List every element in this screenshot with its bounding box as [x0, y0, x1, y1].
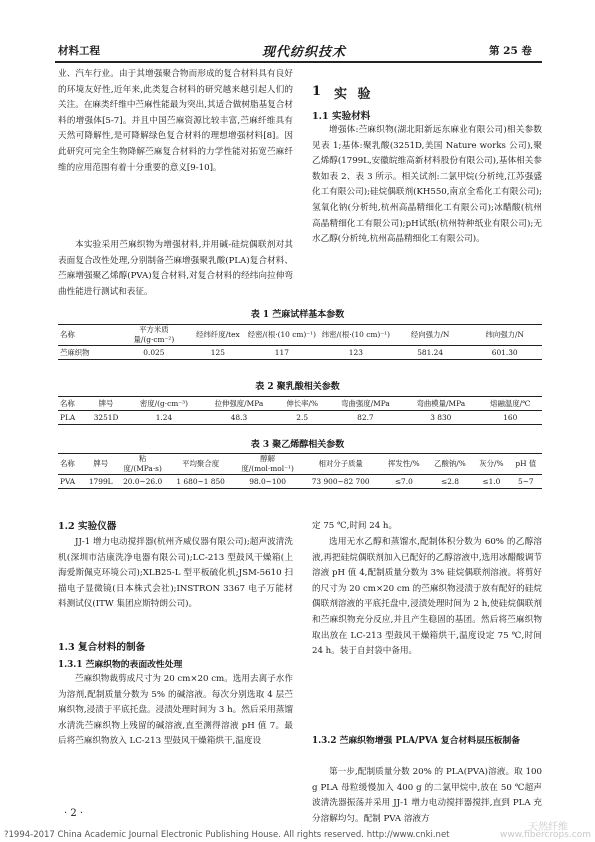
page-number: · 2 · — [64, 808, 84, 819]
intro-paragraph-1: 业、汽车行业。由于其增强聚合物而形成的复合材料具有良好的环境友好性,近年来,此类复合材料的研究越来越引起人们的关注。在麻类纤维中苎麻性能最为突出,其适合做树脂基复合材料的增强体[5-7]。并且中国苎麻资源比较丰富,苎麻纤维具有天然可降解性,是可降解绿色复合材料的理想增强材料[8]。因此研究可完全生物降解苎麻复合材料的力学性能对拓宽苎麻纤维的应用范围有着十分重要的意义[9-10]。 — [58, 69, 293, 173]
table-cell: 125 — [210, 347, 225, 357]
table-row — [58, 346, 542, 360]
section-number: 1 — [312, 84, 322, 99]
subsection-1-2: 1.2 实验仪器 — [58, 521, 117, 532]
table-cell: 20.0~26.0 — [123, 476, 163, 486]
table-cell: 1799L — [88, 476, 113, 486]
table-header-cell: 经向强力/N — [393, 325, 468, 346]
table-cell: ≤2.8 — [441, 476, 459, 486]
subsection-1-1: 1.1 实验材料 — [312, 111, 371, 122]
table1-caption: 表 1 苎麻试样基本参数 — [250, 310, 345, 320]
table-cell: 123 — [348, 347, 363, 357]
table-cell: PLA — [60, 413, 76, 422]
table-header-row — [58, 397, 542, 411]
table-cell: ≤7.0 — [394, 476, 413, 486]
table-cell: PVA — [60, 477, 76, 486]
table-cell: 98.0~100 — [249, 476, 286, 486]
table-cell: 160 — [503, 412, 518, 422]
subsection-1-3: 1.3 复合材料的制备 — [58, 642, 146, 653]
table-header-cell: 纬向强力/N — [467, 325, 542, 346]
table-header-cell: 挥发性/% — [381, 454, 427, 475]
copyright-line: ?1994-2017 China Academic Journal Electronic Publishing House. All rights reserved. http://www.cnki.net — [4, 830, 450, 840]
table-header-cell: 平方米质量/(g·cm⁻²) — [117, 325, 191, 346]
volume-label: 第 25 卷 — [489, 45, 532, 57]
right-paragraph-2: 选用无水乙醇和蒸馏水,配制体积分数为 60% 的乙醇溶液,再把硅烷偶联剂加入已配好的乙醇溶液中,选用冰醋酸调节溶液 pH 值 4,配制质量分数为 3% 硅烷偶联剂溶液。将剪好的尺寸为 20 cm×20 cm 的苎麻织物浸渍于放有配好的硅烷偶联剂溶液的平底托盘中,浸渍处理时间为 2 h,使硅烷偶联剂和苎麻织物充分反应,并且产生稳固的基团。然后将苎麻织物取出放在 LC-213 型鼓风干燥箱烘干,温度设定 75 ℃,时间 24 h。装于自封袋中备用。 — [312, 537, 542, 657]
table-cell: 3251D — [93, 412, 119, 422]
table-header-row — [58, 454, 542, 475]
instruments-paragraph: JJ-1 增力电动搅拌器(杭州齐威仪器有限公司);超声波清洗机(深圳市洁康洗净电器有限公司);LC-213 型鼓风干燥箱(上海爱斯佩克环境公司);XLB25-L 型平板硫化机;JSM-5610 扫描电子显微镜(日本株式会社);INSTRON 3367 电子万能材料测试仪(ITW 集团应斯特朗公司)。 — [58, 537, 293, 610]
table-header-cell: 经纬纤度/tex — [191, 325, 245, 346]
watermark-en: www.fibercrops.com — [500, 830, 591, 840]
table-cell: 5~7 — [518, 476, 534, 486]
table2 — [58, 396, 542, 425]
table-cell: 2.5 — [296, 412, 309, 422]
table-cell: ≤1.0 — [482, 476, 501, 486]
intro-paragraph-2: 本实验采用苎麻织物为增强材料,并用碱-硅烷偶联剂对其表面复合改性处理,分别制备苎麻增强聚乳酸(PLA)复合材料、苎麻增强聚乙烯醇(PVA)复合材料,对复合材料的经纬向拉伸弯曲性能进行测试和表征。 — [58, 240, 293, 297]
right-paragraph-1: 定 75 ℃,时间 24 h。 — [312, 521, 398, 531]
table-cell: 601.30 — [491, 347, 518, 357]
table-cell: 73 900~82 700 — [311, 476, 370, 486]
table-header-cell: 名称 — [58, 397, 86, 411]
table-row — [58, 411, 542, 425]
watermark-cn: 天然纤维 — [528, 822, 568, 833]
subsection-1-3-1: 1.3.1 苎麻织物的表面改性处理 — [58, 660, 183, 670]
table-cell: 1.24 — [155, 412, 173, 422]
table3-caption: 表 3 聚乙烯醇相关参数 — [250, 440, 345, 450]
table-cell: 1 680~1 850 — [176, 476, 225, 486]
table1 — [58, 324, 542, 360]
table-header-cell: pH 值 — [510, 454, 542, 475]
table-header-cell: 乙酸钠/% — [427, 454, 473, 475]
table3 — [58, 453, 542, 489]
table-header-cell: 弯曲强度/MPa — [328, 397, 403, 411]
treatment-paragraph: 苎麻织物裁剪成尺寸为 20 cm×20 cm。选用去离子水作为溶剂,配制质量分数为 5% 的碱溶液。每次分别选取 4 层苎麻织物,浸渍于平底托盘。浸渍处理时间为 3 h。然后采用蒸馏水清洗苎麻织物上残留的碱溶液,直至测得溶液 pH 值 7。最后将苎麻织物放入 LC-213 型鼓风干燥箱烘干,温度设 — [58, 674, 293, 747]
table-header-cell: 牌号 — [86, 397, 127, 411]
table-cell: 0.025 — [143, 347, 165, 357]
subsection-1-3-2: 1.3.2 苎麻织物增强 PLA/PVA 复合材料层压板制备 — [312, 736, 521, 746]
table-cell: 581.24 — [417, 347, 444, 357]
table-cell: 82.7 — [357, 412, 374, 422]
table-header-row — [58, 325, 542, 346]
table-header-cell: 平均聚合度 — [167, 454, 235, 475]
table-header-cell: 弯曲模量/MPa — [403, 397, 478, 411]
table-header-cell: 伸长率/% — [277, 397, 328, 411]
right-paragraph-3: 第一步,配制质量分数 20% 的 PLA(PVA)溶液。取 100 g PLA 母粒缓慢加入 400 g 的二氯甲烷中,放在 50 ℃超声波清洗器振荡并采用 JJ-1 增力电动搅拌器搅拌,直到 PLA 充分溶解均匀。配制 PVA 溶液方 — [312, 767, 542, 824]
table-header-cell: 粘度/(MPa·s) — [119, 454, 167, 475]
table-row — [58, 475, 542, 489]
table-header-cell: 相对分子质量 — [301, 454, 381, 475]
journal-name: 材料工程 — [58, 45, 100, 57]
table-header-cell: 名称 — [58, 454, 83, 475]
table-header-cell: 熔融温度/℃ — [479, 397, 543, 411]
table-header-cell: 经密/(根·(10 cm)⁻¹) — [245, 325, 319, 346]
journal-title: 现代纺织技术 — [262, 45, 347, 60]
table-header-cell: 纬密/(根·(10 cm)⁻¹) — [319, 325, 393, 346]
table-header-cell: 密度/(g·cm⁻³) — [127, 397, 202, 411]
table-header-cell: 醇解度/(mol·mol⁻¹) — [235, 454, 301, 475]
table-header-cell: 名称 — [58, 325, 117, 346]
header-rule — [55, 61, 542, 63]
table-cell: 117 — [274, 347, 289, 357]
table2-caption: 表 2 聚乳酸相关参数 — [255, 382, 340, 392]
table-cell: 48.3 — [230, 412, 248, 422]
table-header-cell: 牌号 — [83, 454, 119, 475]
table-cell: 苎麻织物 — [60, 348, 90, 357]
table-header-cell: 拉伸强度/MPa — [201, 397, 276, 411]
table-cell: 3 830 — [430, 412, 452, 422]
section-title: 实 验 — [334, 87, 374, 102]
materials-paragraph: 增强体:苎麻织物(湖北阳新远东麻业有限公司)相关参数见表 1;基体:聚乳酸(3251D,美国 Nature works 公司),聚乙烯醇(1799L,安徽皖维高新材料股份有限公司),基体相关参数如表 2、表 3 所示。相关试剂:二氯甲烷(分析纯,江苏强盛化工有限公司);硅烷偶联剂(KH550,南京全希化工有限公司);氢氧化钠(分析纯,杭州高晶精细化工有限公司);冰醋酸(杭州高晶精细化工有限公司);pH试纸(杭州特种纸业有限公司);无水乙醇(分析纯,杭州高晶精细化工有限公司)。 — [312, 125, 542, 245]
table-header-cell: 灰分/% — [473, 454, 510, 475]
